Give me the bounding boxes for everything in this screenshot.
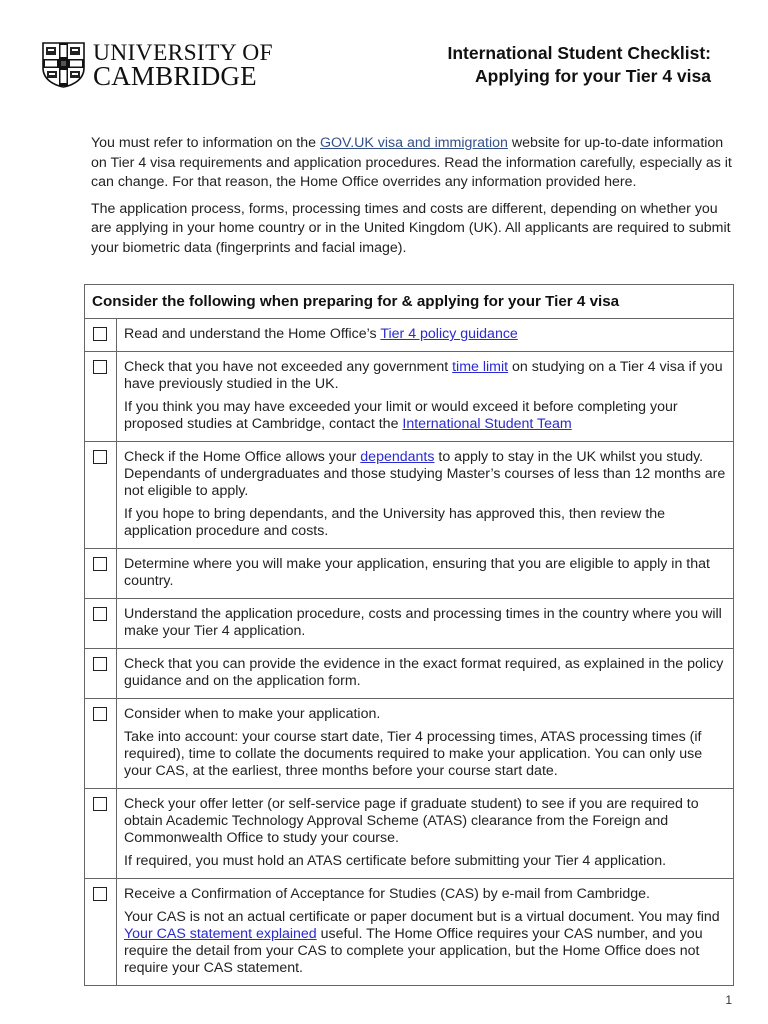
intro-paragraph-2: The application process, forms, processing times and costs are different, depending on whether you are applying in your home country or in the United Kingdom (UK). All applicants are required to submit your biometric data (fingerprints and facial image).	[91, 200, 731, 256]
checklist-row	[85, 442, 734, 549]
intro-paragraph-1	[91, 134, 736, 193]
dependants-link[interactable]: dependants	[360, 449, 435, 465]
checklist-row	[85, 789, 734, 879]
checklist-row	[85, 549, 734, 599]
item-text: Your CAS is not an actual certificate or paper document but is a virtual document. You may find	[124, 909, 720, 925]
gov-uk-visa-link[interactable]: GOV.UK visa and immigration	[319, 135, 508, 151]
item-text: useful. The Home Office requires your CAS number, and you require the detail from your CAS to complete your application, but the Home Office does not require your CAS statement.	[124, 926, 703, 976]
item-text: on studying on a Tier 4 visa if you have previously studied in the UK.	[124, 359, 723, 392]
item-text: Determine where you will make your application, ensuring that you are eligible to apply in that country.	[124, 556, 710, 589]
cas-statement-explained-link[interactable]: Your CAS statement explained	[124, 926, 317, 942]
tier4-policy-guidance-link[interactable]: Tier 4 policy guidance	[380, 326, 518, 342]
international-student-team-link[interactable]: International Student Team	[402, 416, 572, 432]
checklist-row	[85, 599, 734, 649]
item-text: If you hope to bring dependants, and the University has approved this, then review the application procedure and costs.	[124, 506, 666, 539]
item-text: Consider when to make your application.	[124, 706, 381, 722]
checkbox-receive-cas[interactable]	[93, 887, 107, 901]
checkbox-time-limit[interactable]	[93, 360, 107, 374]
checkbox-application-procedure[interactable]	[93, 607, 107, 621]
checkbox-evidence-format[interactable]	[93, 657, 107, 671]
item-text: to apply to stay in the UK whilst you study. Dependants of undergraduates and those studying Master’s courses of less than 12 months are not eligible to apply.	[124, 449, 726, 499]
item-text: Check if the Home Office allows your	[124, 449, 361, 465]
intro-text: website for up-to-date information on Tier 4 visa requirements and application procedures. Read the information carefully, especially as it can change. For that reason, the Home Office overrides any information provided here.	[91, 135, 732, 191]
checkbox-policy-guidance[interactable]	[93, 327, 107, 341]
checklist-row	[85, 879, 734, 986]
checklist-row	[85, 352, 734, 442]
checklist-heading: Consider the following when preparing for & applying for your Tier 4 visa	[85, 285, 734, 319]
item-text: Receive a Confirmation of Acceptance for Studies (CAS) by e-mail from Cambridge.	[124, 886, 650, 902]
time-limit-link[interactable]: time limit	[452, 359, 509, 375]
intro-text: You must refer to information on the	[91, 135, 320, 151]
item-text: Read and understand the Home Office’s	[124, 326, 381, 342]
checklist-row	[85, 699, 734, 789]
logo-line-2: CAMBRIDGE	[93, 61, 257, 91]
intro-section	[91, 134, 736, 266]
checklist-row	[85, 649, 734, 699]
item-text: Take into account: your course start date, Tier 4 processing times, ATAS processing times (if required), time to collate the documents required to make your application. You can only use your CAS, at the earliest, three months before your course start date.	[124, 729, 703, 779]
logo-line-1: UNIVERSITY OF	[93, 40, 273, 66]
university-crest-icon	[42, 42, 85, 88]
item-text: Check that you have not exceeded any government	[124, 359, 453, 375]
item-text: Understand the application procedure, costs and processing times in the country where you will make your Tier 4 application.	[124, 606, 722, 639]
item-text: If required, you must hold an ATAS certificate before submitting your Tier 4 application.	[124, 853, 667, 869]
checkbox-atas-clearance[interactable]	[93, 797, 107, 811]
title-line-1: International Student Checklist:	[447, 43, 711, 63]
document-title	[448, 42, 712, 88]
checkbox-application-location[interactable]	[93, 557, 107, 571]
checklist-header-row	[85, 285, 734, 319]
checklist-row	[85, 319, 734, 352]
checklist-table	[84, 284, 734, 986]
item-text: If you think you may have exceeded your limit or would exceed it before completing your proposed studies at Cambridge, contact the	[124, 399, 678, 432]
item-text: Check that you can provide the evidence in the exact format required, as explained in the policy guidance and on the application form.	[124, 656, 724, 689]
checkbox-dependants[interactable]	[93, 450, 107, 464]
item-text: Check your offer letter (or self-service page if graduate student) to see if you are required to obtain Academic Technology Approval Scheme (ATAS) clearance from the Foreign and Commonwealth Office to study your course.	[124, 796, 699, 846]
checkbox-application-timing[interactable]	[93, 707, 107, 721]
title-line-2: Applying for your Tier 4 visa	[475, 66, 711, 86]
page-number: 1	[725, 993, 732, 1007]
university-logo	[42, 40, 273, 91]
